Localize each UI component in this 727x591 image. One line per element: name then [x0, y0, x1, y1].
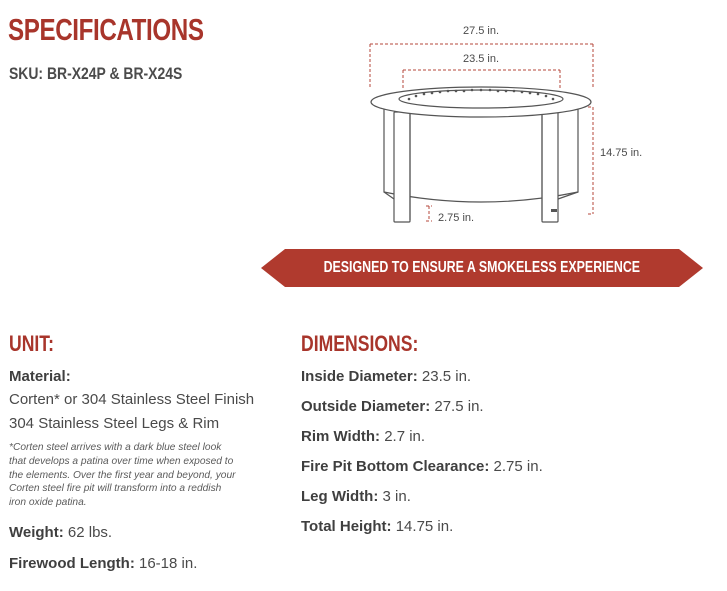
clearance-dimension	[426, 206, 432, 221]
fire-pit-body	[384, 107, 578, 222]
corten-note	[9, 441, 279, 510]
dimension-label: Rim Width:	[301, 428, 381, 445]
note-line: Corten steel fire pit will transform into a reddish	[9, 483, 222, 495]
dimensions-heading: DIMENSIONS:	[301, 331, 419, 356]
clearance-label: 2.75 in.	[438, 212, 475, 224]
firewood-label: Firewood Length:	[9, 555, 135, 572]
height-dimension	[588, 107, 593, 214]
dimension-label: Outside Diameter:	[301, 398, 431, 415]
outer-diameter-label: 27.5 in.	[462, 25, 500, 37]
weight-label: Weight:	[9, 524, 64, 541]
dimension-value: 23.5 in.	[421, 368, 472, 385]
dimension-row	[301, 368, 471, 385]
note-line: the elements. Over the first year and beyond, your	[9, 469, 236, 481]
fire-pit-diagram	[360, 14, 660, 244]
material-line-1: Corten* or 304 Stainless Steel Finish	[9, 391, 255, 408]
dimension-value: 2.75 in.	[493, 458, 543, 475]
page-title: SPECIFICATIONS	[8, 12, 204, 47]
dimension-value: 3 in.	[382, 488, 411, 505]
dimension-value: 27.5 in.	[434, 398, 484, 415]
weight-value: 62 lbs.	[67, 524, 113, 541]
sku-label: SKU: BR-X24P & BR-X24S	[9, 64, 183, 83]
height-label: 14.75 in.	[600, 147, 643, 159]
unit-heading: UNIT:	[9, 331, 54, 356]
dimension-label: Inside Diameter:	[301, 368, 418, 385]
firewood-value: 16-18 in.	[139, 555, 198, 572]
dimension-value: 2.7 in.	[384, 428, 426, 445]
note-line: that develops a patina over time when exposed to	[9, 455, 234, 467]
material-label: Material:	[9, 368, 71, 385]
fire-pit-rim	[371, 87, 591, 117]
note-line: iron oxide patina.	[9, 497, 87, 509]
material-line-2: 304 Stainless Steel Legs & Rim	[9, 415, 220, 432]
inner-diameter-label: 23.5 in.	[462, 53, 500, 65]
banner-text: DESIGNED TO ENSURE A SMOKELESS EXPERIENCE	[323, 259, 641, 276]
dimension-row	[301, 488, 411, 505]
firewood-row	[9, 555, 197, 572]
fire-pit-drawing	[360, 14, 660, 244]
note-line: *Corten steel arrives with a dark blue steel look	[9, 442, 222, 453]
dimension-value: 14.75 in.	[395, 518, 454, 535]
dimension-label: Leg Width:	[301, 488, 379, 505]
dimension-row	[301, 428, 425, 445]
dimension-row	[301, 398, 484, 415]
material-label-row	[9, 368, 71, 385]
weight-row	[9, 524, 112, 541]
banner	[261, 249, 703, 287]
dimension-row	[301, 518, 453, 535]
dimension-row	[301, 458, 543, 475]
dimension-label: Total Height:	[301, 518, 392, 535]
leg-badge	[551, 209, 557, 212]
dimension-label: Fire Pit Bottom Clearance:	[301, 458, 490, 475]
